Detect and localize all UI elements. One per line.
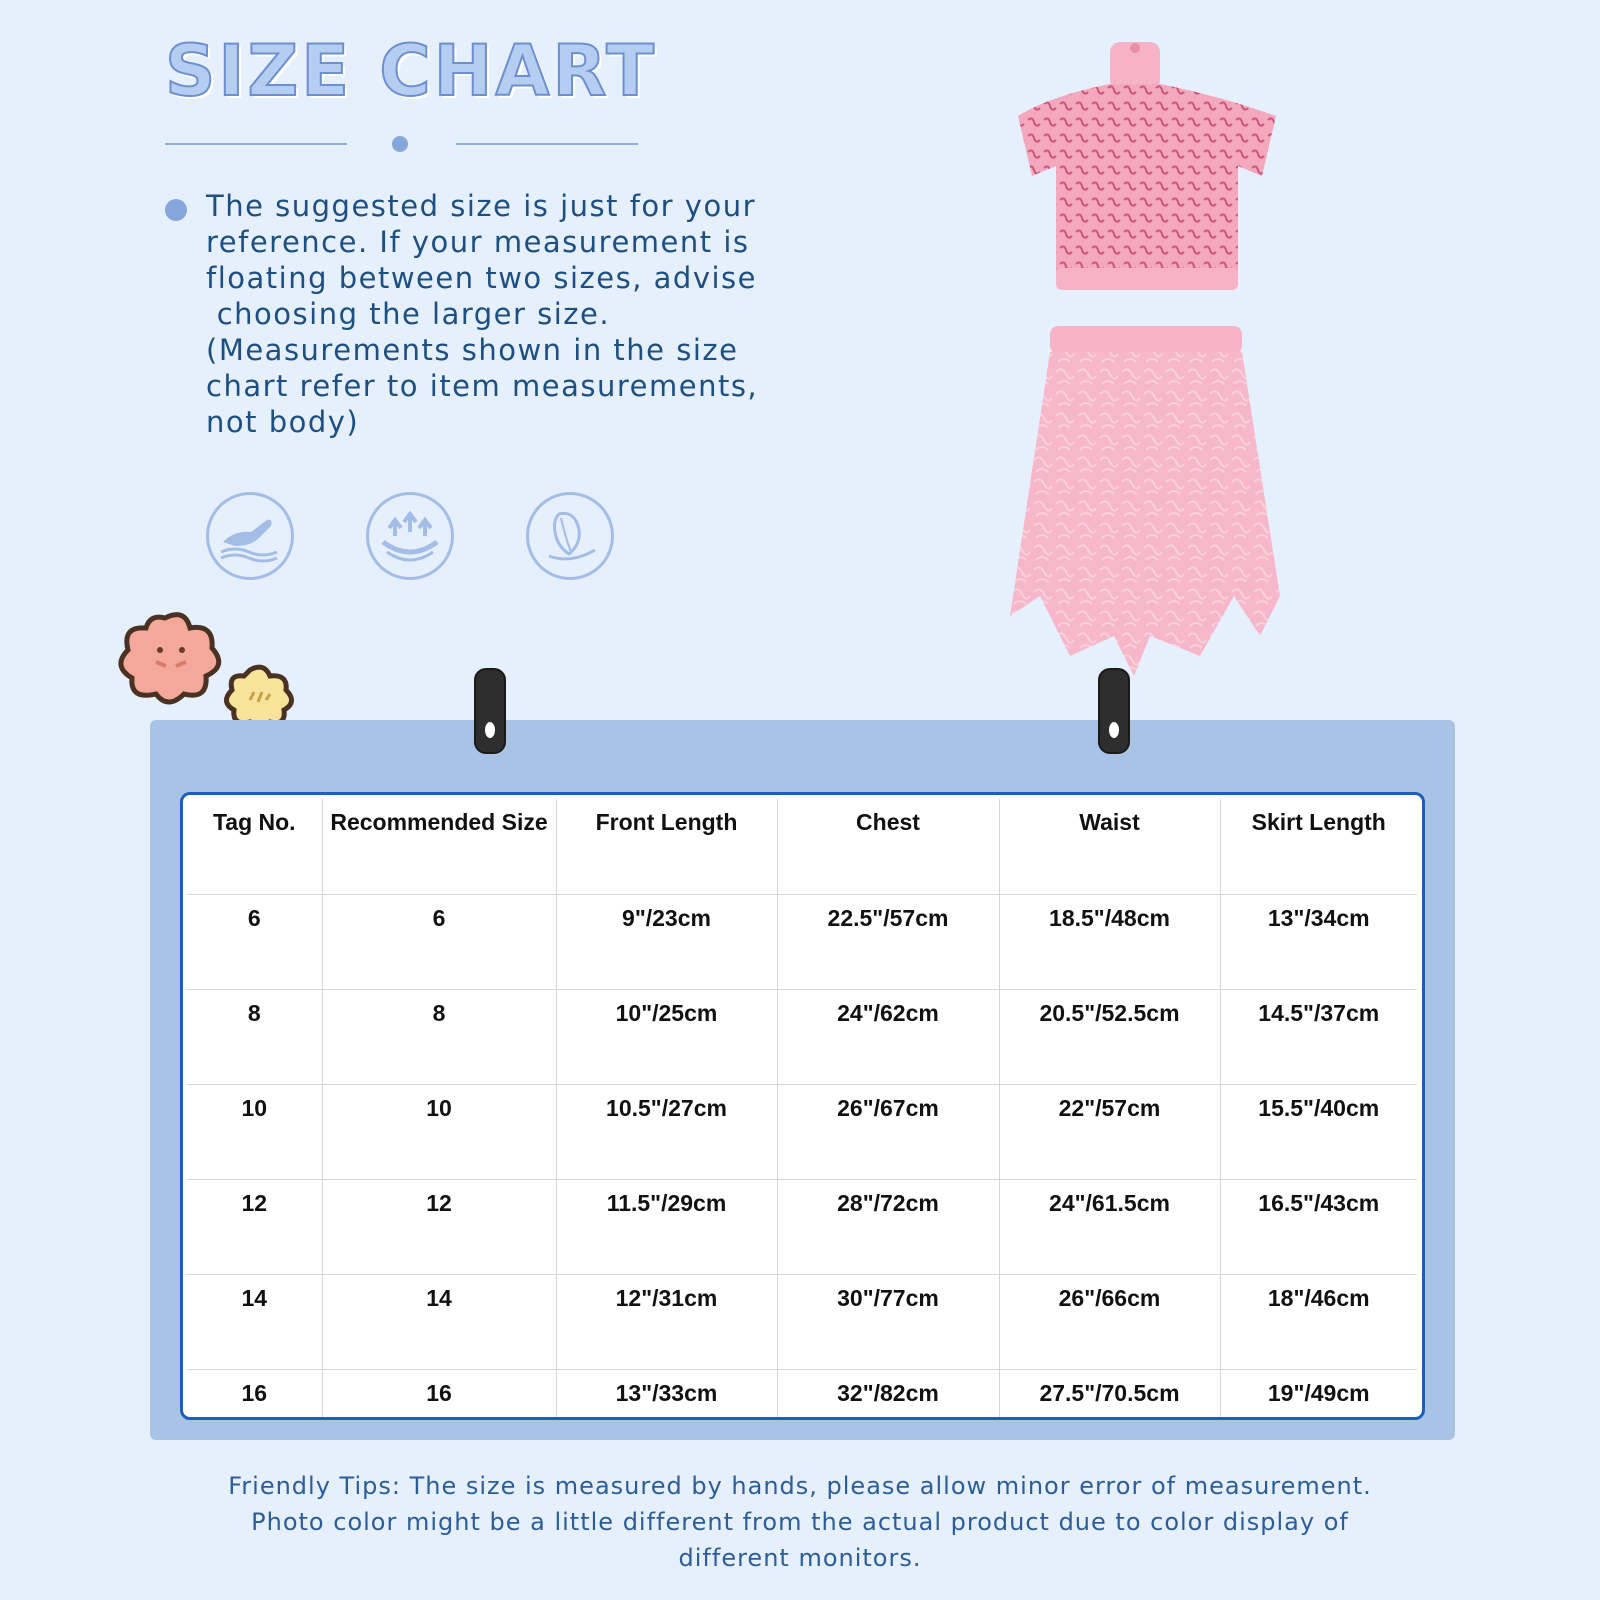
- page-title: SIZE CHART: [165, 30, 658, 112]
- table-row: [187, 1274, 1417, 1369]
- note-line: not body): [206, 405, 360, 439]
- table-cell: 22"/57cm: [999, 1084, 1220, 1179]
- header-tag-no: Tag No.: [187, 799, 322, 894]
- table-cell: 13"/33cm: [556, 1369, 777, 1420]
- divider-dot: [392, 136, 408, 152]
- table-cell: 9"/23cm: [556, 894, 777, 989]
- table-row: [187, 894, 1417, 989]
- table-row: [187, 1084, 1417, 1179]
- tips-line: Friendly Tips: The size is measured by hands, please allow minor error of measurement.: [228, 1472, 1372, 1500]
- hand-wash-icon: [206, 492, 294, 580]
- friendly-tips: [160, 1468, 1440, 1576]
- note-line: The suggested size is just for your: [206, 189, 757, 223]
- table-cell: 28"/72cm: [777, 1179, 999, 1274]
- note-line: reference. If your measurement is: [206, 225, 750, 259]
- note-line: floating between two sizes, advise: [206, 261, 758, 295]
- table-cell: 26"/66cm: [999, 1274, 1220, 1369]
- table-cell: 24"/61.5cm: [999, 1179, 1220, 1274]
- table-row: [187, 1369, 1417, 1420]
- size-table-frame: [180, 792, 1425, 1420]
- table-cell: 20.5"/52.5cm: [999, 989, 1220, 1084]
- table-cell: 26"/67cm: [777, 1084, 999, 1179]
- note-line: chart refer to item measurements,: [206, 369, 759, 403]
- table-cell: 10.5"/27cm: [556, 1084, 777, 1179]
- table-cell: 16: [322, 1369, 556, 1420]
- table-cell: 16: [187, 1369, 322, 1420]
- table-cell: 24"/62cm: [777, 989, 999, 1084]
- size-table: [187, 799, 1417, 1420]
- header-waist: Waist: [999, 799, 1220, 894]
- table-row: [187, 1179, 1417, 1274]
- binder-clip-right: [1098, 668, 1130, 754]
- table-cell: 6: [322, 894, 556, 989]
- table-cell: 32"/82cm: [777, 1369, 999, 1420]
- stretch-icon: [366, 492, 454, 580]
- table-cell: 10: [187, 1084, 322, 1179]
- table-cell: 8: [322, 989, 556, 1084]
- table-cell: 14: [187, 1274, 322, 1369]
- product-image: [1010, 36, 1320, 686]
- table-cell: 16.5"/43cm: [1220, 1179, 1417, 1274]
- table-cell: 30"/77cm: [777, 1274, 999, 1369]
- header-front-length: Front Length: [556, 799, 777, 894]
- header-recommended-size: Recommended Size: [322, 799, 556, 894]
- header-skirt-length: Skirt Length: [1220, 799, 1417, 894]
- table-cell: 10: [322, 1084, 556, 1179]
- table-cell: 14: [322, 1274, 556, 1369]
- note-bullet: [165, 199, 187, 221]
- table-cell: 15.5"/40cm: [1220, 1084, 1417, 1179]
- binder-clip-left: [474, 668, 506, 754]
- tips-line: Photo color might be a little different from the actual product due to color display of: [251, 1508, 1349, 1536]
- header-chest: Chest: [777, 799, 999, 894]
- table-cell: 6: [187, 894, 322, 989]
- table-cell: 10"/25cm: [556, 989, 777, 1084]
- table-cell: 19"/49cm: [1267, 1379, 1370, 1406]
- note-line: choosing the larger size.: [206, 297, 611, 331]
- tips-line: different monitors.: [678, 1544, 922, 1572]
- table-cell: 18"/46cm: [1220, 1274, 1417, 1369]
- table-cell: 11.5"/29cm: [556, 1179, 777, 1274]
- table-cell: 13"/34cm: [1220, 894, 1417, 989]
- table-cell: 12"/31cm: [556, 1274, 777, 1369]
- table-cell: 12: [187, 1179, 322, 1274]
- divider-right: [456, 143, 638, 145]
- size-note: [206, 188, 856, 440]
- note-line: (Measurements shown in the size: [206, 333, 739, 367]
- table-cell: 8: [187, 989, 322, 1084]
- divider-left: [165, 143, 347, 145]
- soft-feather-icon: [526, 492, 614, 580]
- table-cell: 18.5"/48cm: [999, 894, 1220, 989]
- table-cell: 12: [322, 1179, 556, 1274]
- table-cell: 14.5"/37cm: [1220, 989, 1417, 1084]
- table-header-row: [187, 799, 1417, 894]
- table-cell: 27.5"/70.5cm: [999, 1369, 1220, 1420]
- table-row: [187, 989, 1417, 1084]
- table-cell: 22.5"/57cm: [777, 894, 999, 989]
